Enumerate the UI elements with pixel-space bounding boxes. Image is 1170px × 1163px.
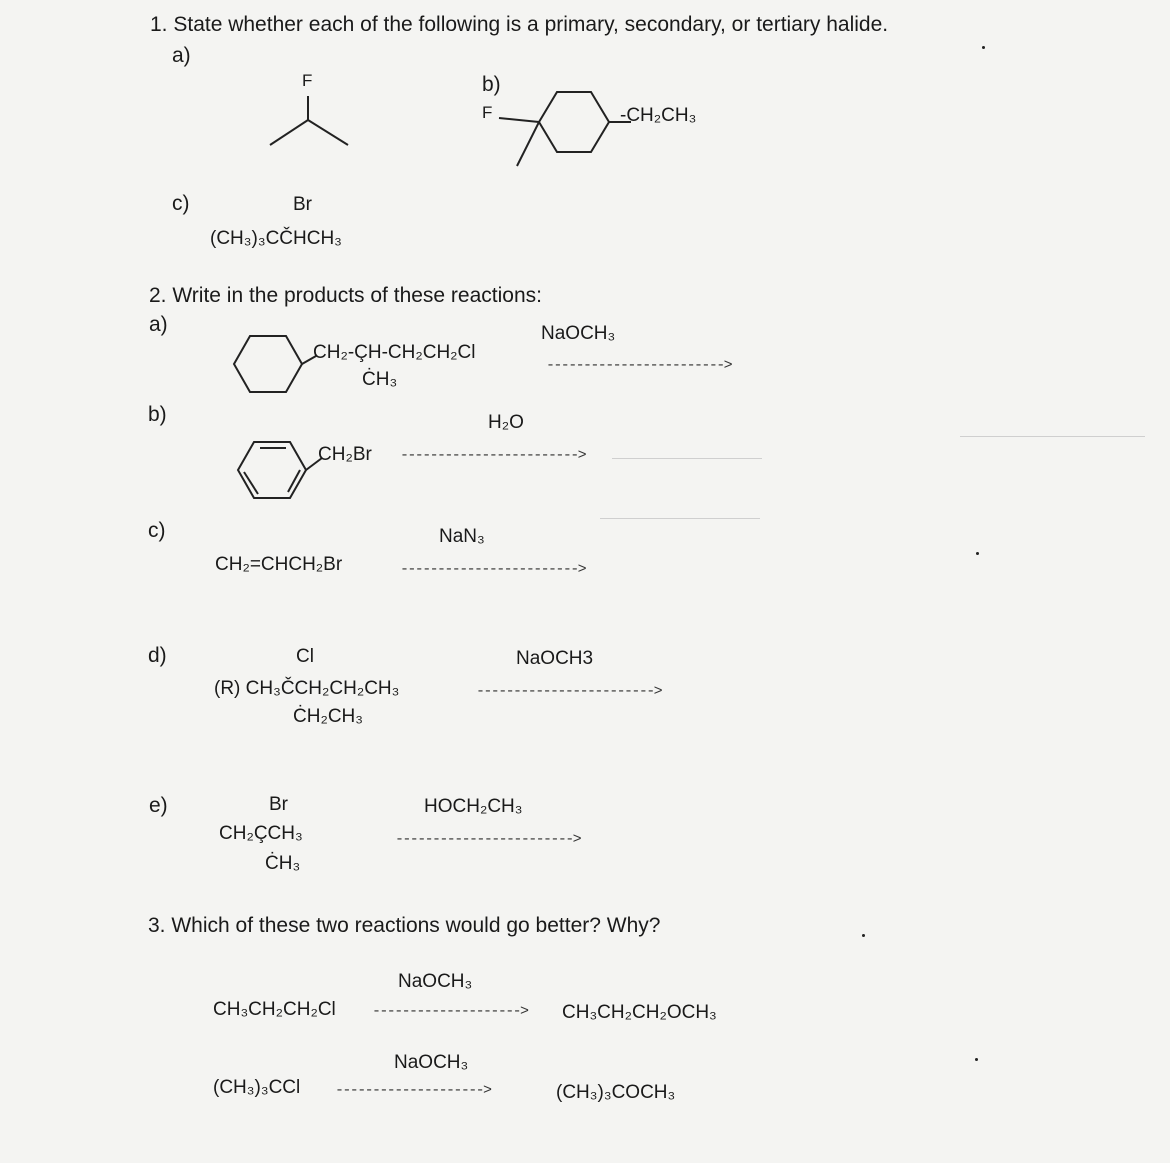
q1b-label: b) bbox=[482, 73, 501, 96]
q2c-reaction-arrow: ------------------------> bbox=[400, 561, 586, 578]
q2b-reaction-arrow: ------------------------> bbox=[400, 447, 586, 464]
q1c-bromine: Br bbox=[293, 194, 312, 215]
q3-reaction2-arrow: --------------------> bbox=[335, 1082, 491, 1099]
q1c-label: c) bbox=[172, 192, 190, 215]
q2d-reaction-arrow: ------------------------> bbox=[476, 683, 662, 700]
question-2-prompt: 2. Write in the products of these reactions: bbox=[149, 284, 542, 307]
q1b-ethyl-group: -CH₂CH₃ bbox=[620, 105, 697, 126]
q2b-reagent: H₂O bbox=[488, 412, 524, 433]
scan-line bbox=[612, 458, 762, 459]
q3-reaction1-arrow: --------------------> bbox=[372, 1003, 528, 1020]
q2a-chain: CH₂-ÇH-CH₂CH₂Cl bbox=[313, 342, 476, 363]
q1a-fluorine: F bbox=[302, 71, 313, 90]
q2d-reagent: NaOCH3 bbox=[516, 648, 594, 669]
q2e-reagent: HOCH₂CH₃ bbox=[424, 796, 523, 817]
q2c-reagent: NaN₃ bbox=[439, 526, 485, 547]
q2c-substrate: CH₂=CHCH₂Br bbox=[215, 554, 343, 575]
benzene-ring bbox=[230, 428, 330, 518]
q2b-bromomethyl-group: CH₂Br bbox=[318, 444, 372, 465]
q2e-reaction-arrow: ------------------------> bbox=[395, 831, 581, 848]
scan-line bbox=[960, 436, 1145, 437]
q3-reaction2-reagent: NaOCH₃ bbox=[394, 1052, 469, 1073]
cyclohexane-ring bbox=[228, 328, 328, 408]
q3-reaction1-product: CH₃CH₂CH₂OCH₃ bbox=[562, 1002, 717, 1023]
scan-speck bbox=[975, 1058, 978, 1061]
scan-line bbox=[600, 518, 760, 519]
cyclohexane-ring bbox=[495, 82, 635, 172]
q2b-label: b) bbox=[148, 403, 167, 426]
q2d-ethyl-branch: ĊH₂CH₃ bbox=[293, 706, 363, 727]
q2d-formula: (R) CH₃ČCH₂CH₂CH₃ bbox=[214, 678, 400, 699]
q3-reaction1-substrate: CH₃CH₂CH₂Cl bbox=[213, 999, 336, 1020]
q1a-label: a) bbox=[172, 44, 191, 67]
q3-reaction2-substrate: (CH₃)₃CCl bbox=[213, 1077, 301, 1098]
q3-reaction2-product: (CH₃)₃COCH₃ bbox=[556, 1082, 676, 1103]
question-1-prompt: 1. State whether each of the following is a primary, secondary, or tertiary halide. bbox=[150, 13, 889, 36]
q2c-label: c) bbox=[148, 519, 166, 542]
q2e-methyl-branch: ĊH₃ bbox=[265, 853, 301, 874]
q2d-chlorine: Cl bbox=[296, 646, 314, 667]
q2a-reagent: NaOCH₃ bbox=[541, 323, 616, 344]
q2a-reaction-arrow: ------------------------> bbox=[546, 357, 732, 374]
question-3-prompt: 3. Which of these two reactions would go better? Why? bbox=[148, 914, 661, 937]
scan-speck bbox=[862, 934, 865, 937]
q2a-methyl-branch: ĊH₃ bbox=[362, 369, 398, 390]
q1b-fluorine: F bbox=[482, 103, 493, 122]
q3-reaction1-reagent: NaOCH₃ bbox=[398, 971, 473, 992]
isopropyl-skeleton bbox=[260, 90, 360, 160]
q2e-bromine: Br bbox=[269, 794, 288, 815]
q2e-label: e) bbox=[149, 794, 168, 817]
q2e-formula: CH₂ÇCH₃ bbox=[219, 823, 303, 844]
q2d-label: d) bbox=[148, 644, 167, 667]
q1c-formula: (CH₃)₃CČHCH₃ bbox=[210, 228, 342, 249]
scan-speck bbox=[982, 46, 985, 49]
q2a-label: a) bbox=[149, 313, 168, 336]
scan-speck bbox=[976, 552, 979, 555]
